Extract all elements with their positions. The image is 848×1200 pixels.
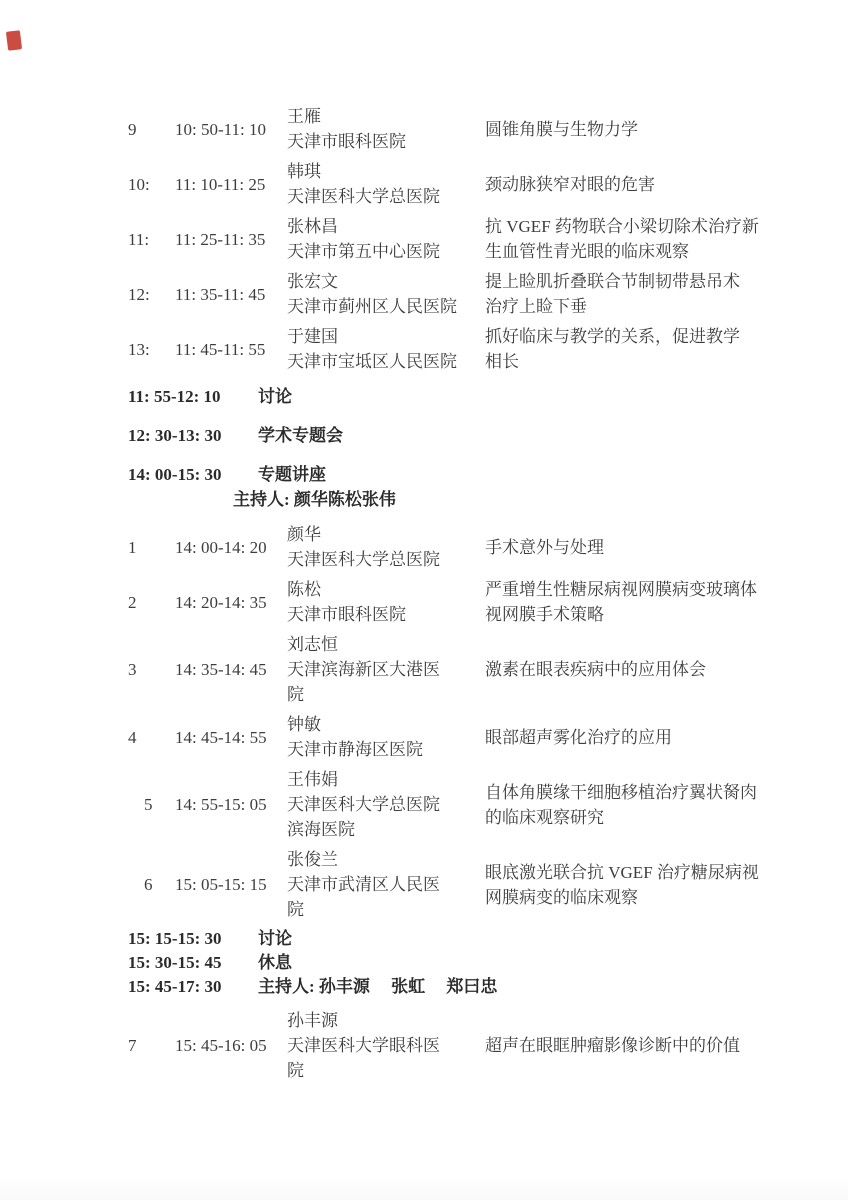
speaker-organization: 院: [287, 900, 304, 919]
speaker-organization: 天津市蓟州区人民医院: [287, 297, 457, 316]
talk-number: 12:: [128, 284, 150, 304]
talk-number: 2: [128, 592, 137, 612]
talk-time: 14: 55-15: 05: [175, 795, 267, 814]
speaker-organization: 天津市眼科医院: [287, 132, 406, 151]
speaker-name: 钟敏: [287, 715, 321, 734]
talk-title: [485, 577, 775, 627]
talk-title-line: 眼底激光联合抗 VGEF 治疗糖尿病视: [485, 862, 759, 882]
talk-speaker: [287, 577, 485, 627]
talk-row: [0, 269, 848, 319]
talk-number: 3: [128, 660, 137, 679]
talk-time: 14: 20-14: 35: [175, 592, 267, 612]
talk-speaker: [287, 269, 485, 319]
speaker-name: 刘志恒: [287, 635, 338, 654]
talk-row: [0, 767, 848, 842]
talk-time: 14: 35-14: 45: [175, 660, 267, 679]
talk-row: [0, 632, 848, 707]
talk-title: [485, 860, 775, 910]
speaker-name: 张俊兰: [287, 850, 338, 869]
speaker-organization: 天津市宝坻区人民医院: [287, 352, 457, 371]
talk-title-line: 颈动脉狭窄对眼的危害: [485, 174, 655, 194]
corner-red-stamp-icon: [6, 30, 22, 51]
talk-row: [0, 847, 848, 922]
talk-title-line: 超声在眼眶肿瘤影像诊断中的价值: [485, 1036, 740, 1055]
section-row: [0, 951, 848, 975]
section-label: 主持人: 孙丰源 张虹 郑曰忠: [258, 977, 498, 996]
talk-time: 10: 50-11: 10: [175, 119, 266, 139]
section-label: 讨论: [258, 929, 292, 948]
talk-time: 15: 45-16: 05: [175, 1036, 267, 1055]
section-label: 休息: [258, 953, 292, 972]
talk-title-line: 生血管性青光眼的临床观察: [485, 242, 689, 261]
talk-time: 11: 25-11: 35: [175, 229, 266, 249]
talk-speaker: [287, 214, 485, 264]
speaker-organization: 天津医科大学总医院: [287, 187, 440, 206]
section-row: [0, 975, 848, 999]
talk-title-line: 抗 VGEF 药物联合小梁切除术治疗新: [485, 217, 759, 236]
talk-title: [485, 725, 775, 750]
talk-title: [485, 657, 775, 682]
talk-title-line: 严重增生性糖尿病视网膜病变玻璃体: [485, 580, 757, 599]
talk-speaker: [287, 712, 485, 762]
talk-row: [0, 104, 848, 154]
section-time: 11: 55-12: 10: [128, 387, 221, 406]
speaker-organization: 院: [287, 685, 304, 704]
talk-speaker: [287, 1008, 485, 1083]
speaker-name: 张林昌: [287, 217, 338, 236]
speaker-name: 王伟娟: [287, 770, 338, 789]
speaker-organization: 天津医科大学眼科医: [287, 1036, 440, 1055]
speaker-name: 王雁: [287, 107, 321, 126]
section-row: [0, 423, 848, 448]
talk-row: [0, 712, 848, 762]
talk-speaker: [287, 632, 485, 707]
talk-time: 14: 45-14: 55: [175, 727, 267, 747]
talk-title-line: 激素在眼表疾病中的应用体会: [485, 660, 706, 679]
talk-title-line: 眼部超声雾化治疗的应用: [485, 727, 672, 747]
section-time: 14: 00-15: 30: [128, 465, 222, 484]
talk-title-line: 治疗上睑下垂: [485, 297, 587, 316]
speaker-organization: 天津市武清区人民医: [287, 875, 440, 894]
talk-title-line: 视网膜手术策略: [485, 605, 604, 624]
speaker-name: 陈松: [287, 580, 321, 599]
speaker-name: 颜华: [287, 525, 321, 544]
talk-number: 5: [144, 795, 153, 814]
talk-title: [485, 214, 775, 264]
talk-row: [0, 214, 848, 264]
speaker-name: 孙丰源: [287, 1011, 338, 1030]
speaker-organization: 天津医科大学总医院: [287, 795, 440, 814]
talk-speaker: [287, 767, 485, 842]
talk-row: [0, 522, 848, 572]
talk-speaker: [287, 159, 485, 209]
talk-speaker: [287, 847, 485, 922]
talk-row: [0, 1008, 848, 1083]
schedule-list: [0, 104, 848, 1088]
talk-title-line: 相长: [485, 352, 519, 371]
talk-title: [485, 535, 775, 560]
speaker-organization: 院: [287, 1061, 304, 1080]
talk-number: 11:: [128, 229, 150, 249]
section-row: [0, 462, 848, 487]
section-row: [0, 927, 848, 951]
talk-number: 9: [128, 119, 137, 139]
talk-title: [485, 324, 775, 374]
speaker-organization: 天津滨海新区大港医: [287, 660, 440, 679]
talk-title-line: 抓好临床与教学的关系，促进教学: [485, 327, 740, 346]
talk-title: [485, 117, 775, 142]
speaker-organization: 天津市眼科医院: [287, 605, 406, 624]
talk-time: 14: 00-14: 20: [175, 537, 267, 557]
talk-number: 13:: [128, 339, 150, 359]
speaker-organization: 天津医科大学总医院: [287, 550, 440, 569]
talk-time: 15: 05-15: 15: [175, 875, 267, 894]
talk-title-line: 提上睑肌折叠联合节制韧带悬吊术: [485, 272, 740, 291]
section-time: 15: 30-15: 45: [128, 953, 222, 972]
speaker-organization: 天津市第五中心医院: [287, 242, 440, 261]
talk-number: 1: [128, 537, 137, 557]
talk-title: [485, 780, 775, 830]
scan-shadow: [0, 1174, 848, 1200]
section-label: 讨论: [258, 387, 292, 406]
talk-number: 6: [144, 875, 153, 894]
speaker-name: 张宏文: [287, 272, 338, 291]
speaker-name: 韩琪: [287, 162, 321, 181]
talk-time: 11: 35-11: 45: [175, 284, 266, 304]
talk-title-line: 网膜病变的临床观察: [485, 887, 638, 907]
section-time: 15: 15-15: 30: [128, 929, 222, 948]
talk-number: 7: [128, 1036, 137, 1055]
talk-title-line: 的临床观察研究: [485, 807, 604, 827]
talk-title-line: 手术意外与处理: [485, 537, 604, 557]
section-row: [0, 384, 848, 409]
section-label: 专题讲座: [258, 465, 326, 484]
talk-title: [485, 172, 775, 197]
talk-title: [485, 1033, 775, 1058]
section-chairs: 主持人: 颜华陈松张伟: [233, 490, 396, 509]
talk-row: [0, 577, 848, 627]
section-time: 12: 30-13: 30: [128, 426, 222, 445]
talk-number: 4: [128, 727, 137, 747]
speaker-organization: 滨海医院: [287, 820, 355, 839]
talk-row: [0, 159, 848, 209]
talk-speaker: [287, 104, 485, 154]
section-label: 学术专题会: [258, 426, 343, 445]
talk-title-line: 圆锥角膜与生物力学: [485, 119, 638, 139]
talk-time: 11: 45-11: 55: [175, 339, 266, 359]
talk-speaker: [287, 522, 485, 572]
talk-speaker: [287, 324, 485, 374]
speaker-name: 于建国: [287, 327, 338, 346]
talk-title: [485, 269, 775, 319]
section-time: 15: 45-17: 30: [128, 977, 222, 996]
talk-row: [0, 324, 848, 374]
talk-number: 10:: [128, 174, 150, 194]
talk-time: 11: 10-11: 25: [175, 174, 266, 194]
talk-title-line: 自体角膜缘干细胞移植治疗翼状胬肉: [485, 782, 757, 802]
speaker-organization: 天津市静海区医院: [287, 740, 423, 759]
